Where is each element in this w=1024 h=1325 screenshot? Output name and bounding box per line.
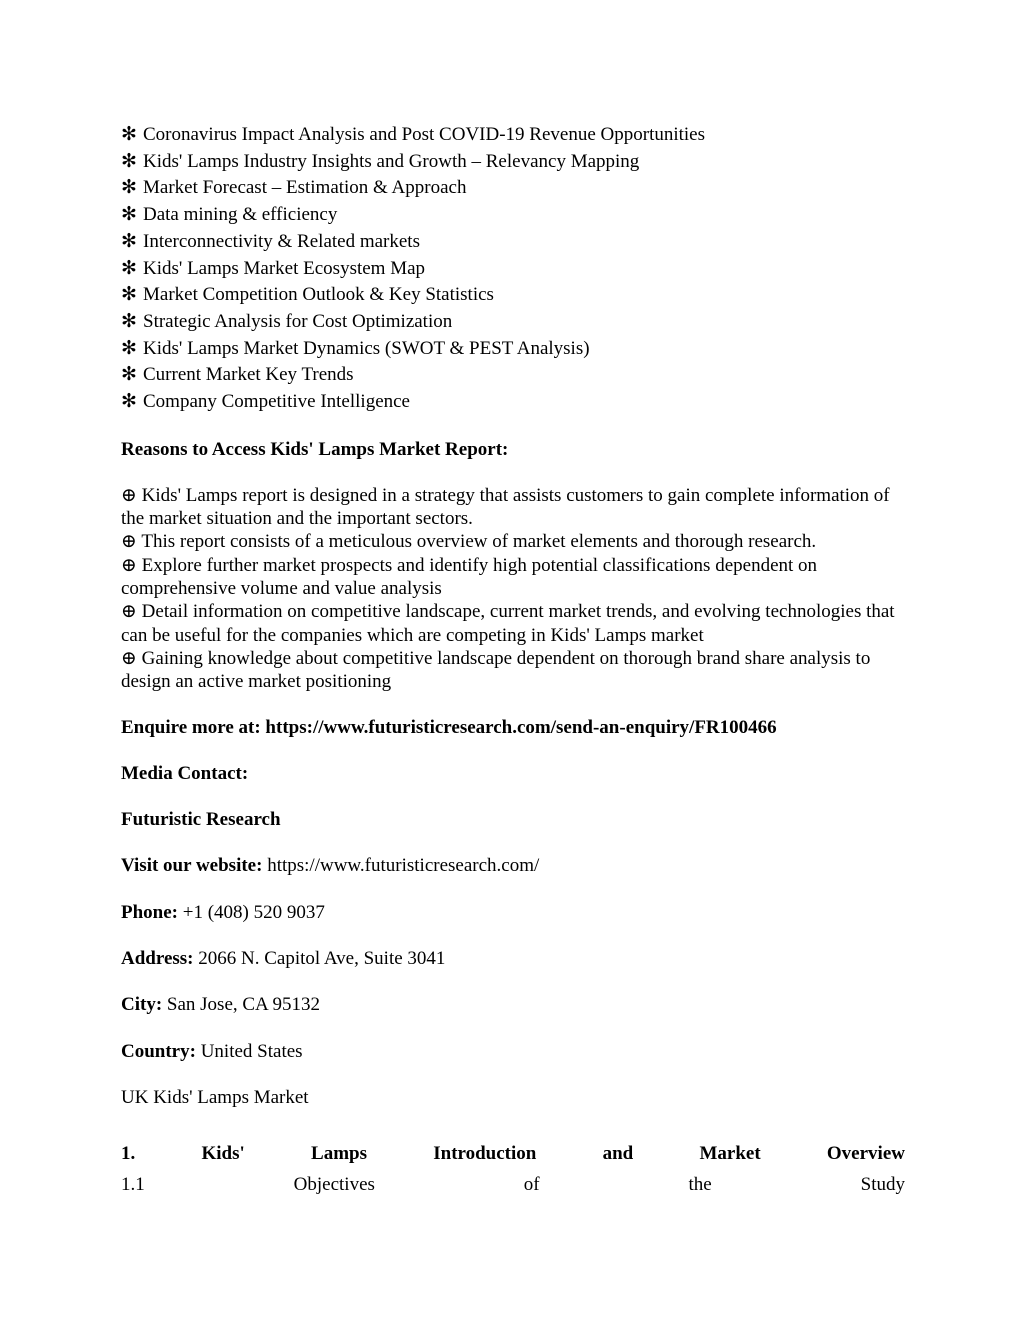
- country-line: [121, 1040, 905, 1063]
- list-item: ✻ Company Competitive Intelligence: [121, 389, 905, 416]
- asterisk-bullet-icon: ✻: [121, 364, 137, 386]
- city-line: [121, 993, 905, 1016]
- toc-word: 1.: [121, 1143, 136, 1165]
- toc-row-2: [121, 1173, 905, 1196]
- circled-plus-bullet-icon: ⊕: [121, 647, 137, 669]
- media-contact-heading: Media Contact:: [121, 763, 249, 785]
- list-item: ✻ Kids' Lamps Market Dynamics (SWOT & PEST Analysis): [121, 336, 905, 363]
- toc-word: Introduction: [433, 1143, 537, 1165]
- list-item: ⊕ Gaining knowledge about competitive landscape dependent on thorough brand share analysis to design an active market positioning: [121, 647, 871, 693]
- list-item: ✻ Interconnectivity & Related markets: [121, 229, 905, 256]
- country-label: Country:: [121, 1040, 196, 1062]
- website-label: Visit our website:: [121, 855, 263, 877]
- market-title: UK Kids' Lamps Market: [121, 1086, 309, 1108]
- list-item: ✻ Market Forecast – Estimation & Approach: [121, 175, 905, 202]
- list-item: ⊕ Explore further market prospects and identify high potential classifications dependent on comprehensive volume and value analysis: [121, 554, 818, 599]
- circled-plus-bullet-icon: ⊕: [121, 484, 137, 506]
- asterisk-bullet-icon: ✻: [121, 177, 137, 199]
- list-item: ✻ Current Market Key Trends: [121, 362, 905, 389]
- asterisk-bullet-icon: ✻: [121, 150, 137, 172]
- reasons-list: [121, 484, 905, 694]
- toc-word: the: [688, 1174, 712, 1196]
- toc-word: Objectives: [293, 1174, 375, 1196]
- circled-plus-bullet-icon: ⊕: [121, 554, 137, 576]
- enquire-link[interactable]: Enquire more at: https://www.futuristicresearch.com/send-an-enquiry/FR100466: [121, 717, 777, 739]
- asterisk-bullet-icon: ✻: [121, 337, 137, 359]
- list-item: ✻ Strategic Analysis for Cost Optimization: [121, 309, 905, 336]
- address-value: 2066 N. Capitol Ave, Suite 3041: [193, 948, 446, 969]
- toc-word: Overview: [826, 1143, 905, 1165]
- country-value: United States: [195, 1040, 303, 1062]
- website-link[interactable]: https://www.futuristicresearch.com/: [262, 855, 540, 877]
- toc-word: of: [523, 1174, 540, 1196]
- list-item: ⊕ Detail information on competitive landscape, current market trends, and evolving technologies that can be useful for the companies which are competing in Kids' Lamps market: [121, 601, 895, 646]
- asterisk-bullet-icon: ✻: [121, 284, 137, 306]
- document-page: [121, 122, 905, 1196]
- list-item: ✻ Kids' Lamps Industry Insights and Growth – Relevancy Mapping: [121, 149, 905, 176]
- company-name: Futuristic Research: [121, 809, 281, 831]
- list-item: ✻ Market Competition Outlook & Key Statistics: [121, 282, 905, 309]
- phone-label: Phone:: [121, 901, 178, 923]
- circled-plus-bullet-icon: ⊕: [121, 601, 137, 623]
- toc-word: Market: [699, 1143, 761, 1165]
- city-value: San Jose, CA 95132: [162, 994, 320, 1016]
- address-label: Address:: [121, 948, 194, 969]
- phone-line: [121, 901, 905, 924]
- circled-plus-bullet-icon: ⊕: [121, 531, 137, 553]
- asterisk-bullet-icon: ✻: [121, 230, 137, 252]
- toc-word: and: [602, 1143, 634, 1165]
- list-item: ⊕ This report consists of a meticulous overview of market elements and thorough research.: [121, 531, 817, 553]
- asterisk-bullet-icon: ✻: [121, 391, 137, 413]
- phone-value: +1 (408) 520 9037: [178, 901, 325, 923]
- asterisk-bullet-icon: ✻: [121, 257, 137, 279]
- reasons-heading: Reasons to Access Kids' Lamps Market Report:: [121, 438, 509, 460]
- list-item: ✻ Data mining & efficiency: [121, 202, 905, 229]
- list-item: ✻ Kids' Lamps Market Ecosystem Map: [121, 256, 905, 283]
- list-item: ✻ Coronavirus Impact Analysis and Post COVID-19 Revenue Opportunities: [121, 122, 905, 149]
- toc-word: Kids': [201, 1143, 245, 1165]
- city-label: City:: [121, 994, 163, 1016]
- toc-word: Study: [860, 1174, 905, 1196]
- toc-row-1: [121, 1142, 905, 1165]
- address-line: [121, 947, 905, 970]
- toc-word: Lamps: [311, 1143, 367, 1165]
- toc-word: 1.1: [121, 1174, 145, 1196]
- list-item: ⊕ Kids' Lamps report is designed in a strategy that assists customers to gain complete information of the market situation and the important sectors.: [121, 484, 890, 530]
- website-line: [121, 854, 905, 877]
- highlights-list: [121, 122, 905, 416]
- asterisk-bullet-icon: ✻: [121, 310, 137, 332]
- asterisk-bullet-icon: ✻: [121, 204, 137, 226]
- asterisk-bullet-icon: ✻: [121, 124, 137, 145]
